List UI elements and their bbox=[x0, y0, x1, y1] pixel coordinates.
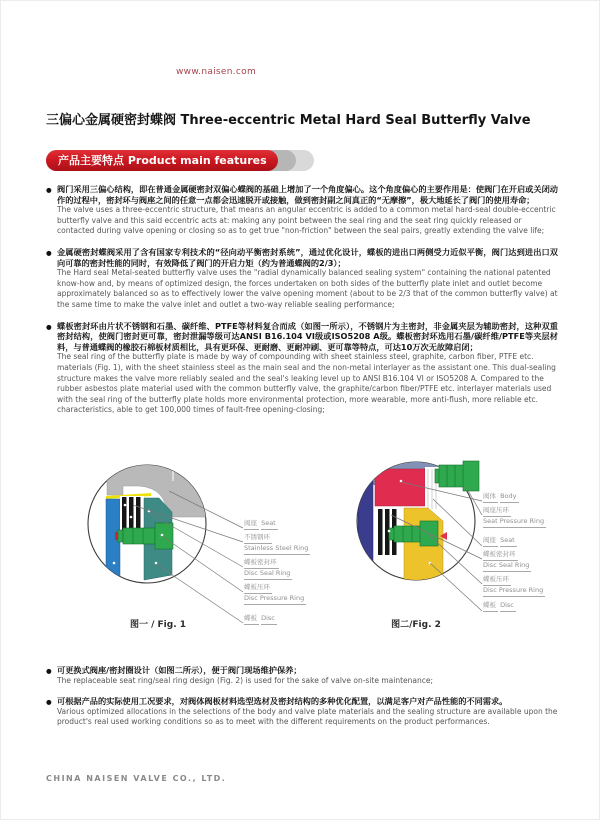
label-en: Disc Seal Ring bbox=[483, 561, 531, 572]
fig2-caption: 图二/Fig. 2 bbox=[391, 620, 441, 630]
label-zh: 阀体 bbox=[483, 492, 498, 503]
label-en: Body bbox=[500, 492, 518, 503]
bullet-icon: ● bbox=[46, 248, 52, 257]
feature-text-zh: 金属硬密封蝶阀采用了含有国家专利技术的“径向动平衡密封系统”，通过优化设计，蝶板的进出口两侧受力近似平衡，阀门达到进出口双向可靠的密封性能的同时，有效降低了阀门的开启力矩（约为普通蝶阀的2/3）； bbox=[57, 246, 558, 268]
label-en: Disc Seal Ring bbox=[244, 569, 292, 580]
feature-list-top bbox=[46, 184, 558, 426]
section-banner-title: 产品主要特点 Product main features bbox=[46, 150, 278, 171]
bullet-icon: ● bbox=[46, 322, 52, 331]
label-zh: 阀座 bbox=[244, 519, 259, 530]
bullet-icon: ● bbox=[46, 667, 52, 675]
figure-2 bbox=[331, 451, 600, 643]
fig2-label-disc bbox=[483, 601, 516, 612]
label-en: Seat bbox=[500, 536, 517, 547]
feature-item-4 bbox=[46, 665, 558, 686]
page-title: 三偏心金属硬密封蝶阀 Three-eccentric Metal Hard Seal Butterfly Valve bbox=[46, 113, 531, 128]
fig1-label-stainless-steel-ring bbox=[244, 533, 310, 555]
label-zh: 蝶板密封环 bbox=[483, 550, 518, 561]
feature-text-en: The seal ring of the butterfly plate is made by way of compounding with sheet stainless steel, graphite, carbon fiber, PTFE etc. materials (Fig. 1), with the sheet stainless steel as the main seal and the non-metal interlayer as the assistant one. This dual-sealing structure makes the valve more reliably sealed and the seal's leaking level up to ANSI B16.104 VI or ISO5208 A. Compared to the rubber asbestos plate material used with the common butterfly valve, the graphite/carbon fiber/PTFE etc. interlayer materials used with the seal ring of the butterfly plate holds more environmental protection, more wearable, more anti-flush, more reliable etc. characteristics, able to get 100,000 times of fault-free opening-closing; bbox=[57, 352, 556, 415]
feature-text-en: The replaceable seat ring/seal ring design (Fig. 2) is used for the sake of valve on-site maintenance; bbox=[57, 675, 434, 685]
fig2-label-seat-pressure-ring bbox=[483, 506, 546, 528]
label-zh: 蝶板密封环 bbox=[244, 558, 279, 569]
label-en: Seat Pressure Ring bbox=[483, 517, 546, 528]
label-en: Disc Pressure Ring bbox=[483, 586, 545, 597]
label-zh: 阀座 bbox=[483, 536, 498, 547]
fig1-label-disc-seal-ring bbox=[244, 558, 292, 580]
fig1-label-disc-pressure-ring bbox=[244, 583, 306, 605]
feature-text-zh: 可根据产品的实际使用工况要求，对阀体阀板材料选型选材及密封结构的多种优化配置，以满足客户对产品性能的不同需求。 bbox=[57, 696, 508, 707]
feature-text-zh: 阀门采用三偏心结构，即在普通金属硬密封双偏心蝶阀的基础上增加了一个角度偏心。这个角度偏心的主要作用是：使阀门在开启或关闭动作的过程中，密封环与阀座之间的任意一点都会迅速脱开或接触，做到密封副之间真正的“无摩擦”，极大地延长了阀门的使用寿命； bbox=[57, 184, 558, 205]
label-zh: 不锈钢环 bbox=[244, 533, 272, 544]
fig1-label-disc bbox=[244, 614, 277, 625]
feature-text-en: The valve uses a three-eccentric structure, that means an angular eccentric is added to a common metal hard-seal double-eccentric butterfly valve and this said eccentric acts at: making any point between the seal ring and the seat ring quickly released or contacted during valve opening or closing so as to get true "non-friction" between the seal pairs, greatly extending the valve life; bbox=[57, 205, 556, 236]
label-zh: 蝶板 bbox=[244, 614, 259, 625]
bullet-icon: ● bbox=[46, 698, 52, 707]
feature-item-5 bbox=[46, 696, 558, 728]
fig2-valve-cross-section-diagram bbox=[331, 451, 600, 643]
label-en: Disc bbox=[500, 601, 516, 612]
website-link[interactable]: www.naisen.com bbox=[176, 67, 257, 77]
label-en: Disc bbox=[261, 614, 277, 625]
label-zh: 阀座压环 bbox=[483, 506, 511, 517]
label-zh: 蝶板压环 bbox=[483, 575, 511, 586]
label-en: Seat bbox=[261, 519, 278, 530]
feature-text-zh: 蝶板密封环由片状不锈钢和石墨、碳纤维、PTFE等材料复合而成（如图一所示），不锈钢片为主密封，非金属夹层为辅助密封，这种双重密封结构，使阀门密封更可靠，密封泄漏等级可达ANSI B16.104 VI级或ISO5208 A级。蝶板密封环选用石墨/碳纤维/PTFE等夹层材料，与普通蝶阀的橡胶石棉板材质相比，具有更环保、更耐磨、更耐冲刷、更可靠等特点，可达10万次无故障启闭； bbox=[57, 320, 558, 352]
company-name-footer: CHINA NAISEN VALVE CO., LTD. bbox=[46, 774, 227, 783]
feature-item-2 bbox=[46, 247, 558, 311]
feature-list-bottom bbox=[46, 665, 558, 738]
section-banner bbox=[46, 150, 316, 171]
feature-text-en: Various optimized allocations in the selections of the body and valve plate materials and the sealing structure are available upon the product's real used working conditions so as to meet with the different requirements on the product performances. bbox=[57, 706, 558, 727]
label-en: Stainless Steel Ring bbox=[244, 544, 310, 555]
fig1-caption: 图一 / Fig. 1 bbox=[129, 620, 187, 630]
bullet-icon: ● bbox=[46, 186, 52, 194]
fig1-label-seat bbox=[244, 519, 278, 530]
figure-1 bbox=[61, 451, 341, 643]
fig2-label-seat bbox=[483, 536, 517, 547]
label-zh: 蝶板压环 bbox=[244, 583, 272, 594]
feature-item-1 bbox=[46, 184, 558, 237]
label-en: Disc Pressure Ring bbox=[244, 594, 306, 605]
label-zh: 蝶板 bbox=[483, 601, 498, 612]
fig2-label-body bbox=[483, 492, 519, 503]
feature-text-zh: 可更换式阀座/密封圈设计（如图二所示），便于阀门现场维护保养； bbox=[57, 665, 302, 675]
feature-text-en: The Hard seal Metal-seated butterfly valve uses the "radial dynamically balanced sealing system" containing the national patented know-how and, by means of optimized design, the forces undertaken on both sides of the butterfly plate inlet and outlet become approximately balanced so as to effectively lower the valve opening moment (about to be 2/3 that of the common butterfly valve) at the same time to make the valve inlet and outlet a two-way reliable sealing performance; bbox=[57, 268, 558, 309]
figures-row bbox=[1, 451, 600, 651]
fig2-label-disc-pressure-ring bbox=[483, 575, 545, 597]
fig2-label-disc-seal-ring bbox=[483, 550, 531, 572]
feature-item-3 bbox=[46, 321, 558, 416]
